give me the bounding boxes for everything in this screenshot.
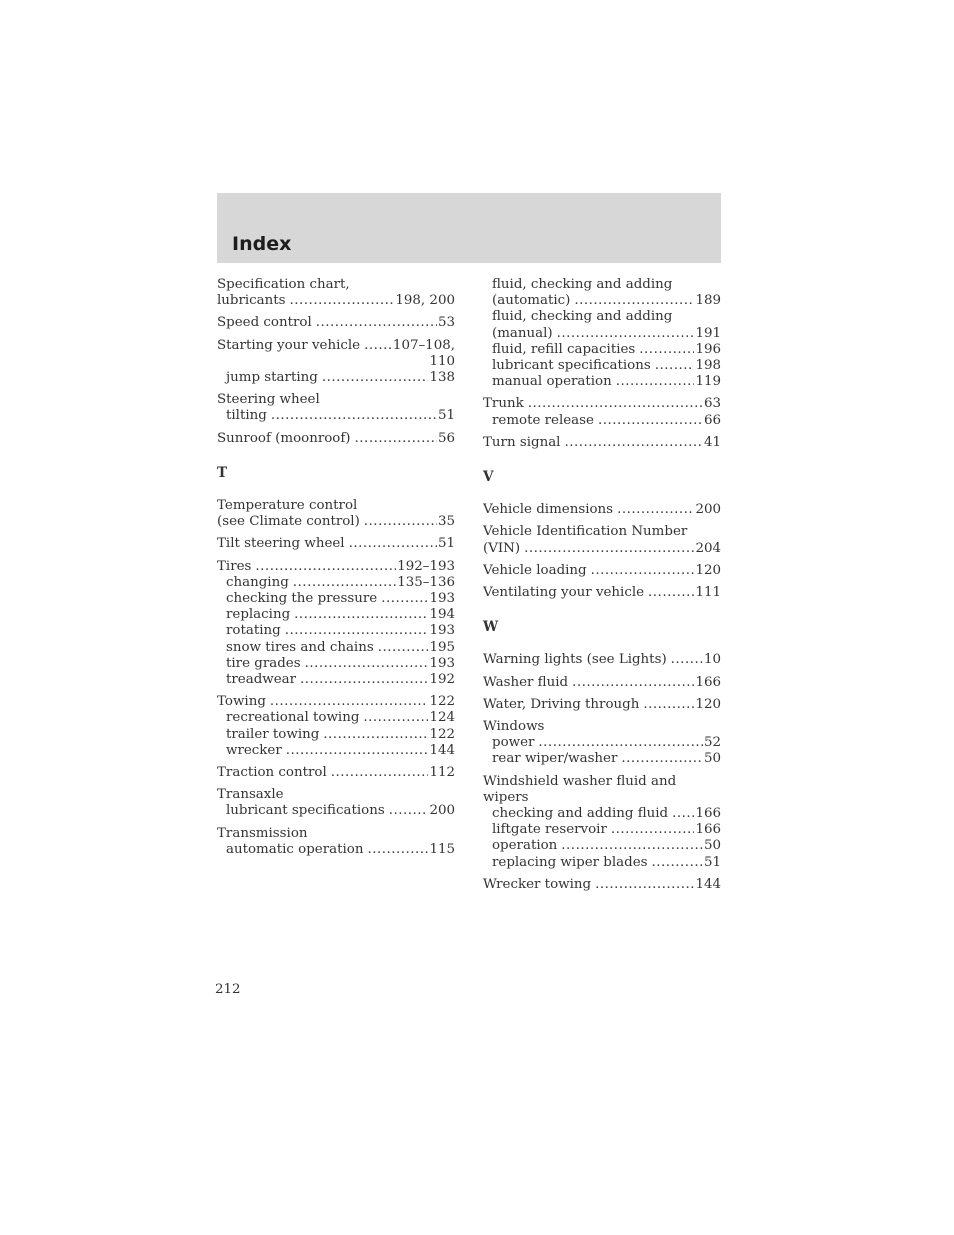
page-ref: 191: [695, 325, 721, 341]
dot-leader: [639, 342, 694, 358]
dot-leader: [270, 694, 429, 710]
index-subentry: [483, 309, 721, 325]
index-line: [217, 338, 455, 354]
entry-text: checking the pressure: [226, 591, 378, 607]
section-letter: T: [217, 464, 228, 481]
entry-text: tire grades: [226, 655, 301, 671]
page-ref: 35: [437, 514, 455, 530]
dot-leader: [672, 806, 694, 822]
index-line: [483, 524, 721, 540]
index-entry: [483, 719, 721, 768]
page-ref: 144: [429, 742, 455, 758]
page-ref: 198, 200: [395, 293, 455, 309]
dot-leader: [364, 338, 392, 354]
section-letter: V: [483, 469, 494, 486]
index-entry: [217, 498, 455, 530]
index-line: [483, 652, 721, 668]
page-ref: 51: [437, 536, 455, 552]
entry-text: Windshield washer fluid and: [483, 773, 677, 789]
entry-text: Ventilating your vehicle: [483, 585, 645, 601]
index-subentry: [217, 607, 455, 623]
page-ref: 193: [429, 655, 455, 671]
index-subentry: [217, 623, 455, 639]
index-subentry: [483, 751, 721, 767]
index-subentry: [217, 727, 455, 743]
page-ref: 124: [429, 710, 455, 726]
entry-text: lubricants: [217, 293, 286, 309]
page-ref: 115: [429, 841, 455, 857]
index-line: [217, 536, 455, 552]
index-subentry: [217, 672, 455, 688]
page-ref: 192: [429, 672, 455, 688]
entry-text: treadwear: [226, 672, 297, 688]
entry-text: Vehicle Identification Number: [483, 524, 688, 540]
page-ref: 51: [437, 408, 455, 424]
entry-text: Turn signal: [483, 434, 561, 450]
dot-leader: [643, 697, 694, 713]
entry-text: operation: [492, 838, 558, 854]
page-ref: 119: [695, 374, 721, 390]
index-subentry: [217, 591, 455, 607]
entry-text: (automatic): [492, 293, 571, 309]
entry-text: replacing wiper blades: [492, 854, 648, 870]
index-entry: [483, 675, 721, 691]
dot-leader: [305, 656, 429, 672]
index-entry: [483, 435, 721, 451]
dot-leader: [648, 585, 694, 601]
dot-leader: [617, 502, 694, 518]
page-ref: 195: [429, 639, 455, 655]
dot-leader: [331, 765, 429, 781]
dot-leader: [564, 435, 702, 451]
entry-text: automatic operation: [226, 841, 364, 857]
page-ref: 189: [695, 293, 721, 309]
index-line: [217, 354, 455, 370]
dot-leader: [528, 396, 703, 412]
entry-text: fluid, checking and adding: [492, 277, 673, 292]
index-subentry: [483, 413, 721, 429]
entry-text: Traction control: [217, 765, 327, 781]
index-subentry: [483, 342, 721, 358]
page-number: 212: [215, 982, 241, 997]
entry-text: wipers: [483, 789, 529, 805]
entry-text: jump starting: [226, 370, 318, 386]
entry-text: recreational towing: [226, 710, 360, 726]
index-entry: [217, 765, 455, 781]
index-line: [483, 541, 721, 557]
dot-leader: [611, 822, 695, 838]
page-ref: 166: [695, 822, 721, 838]
entry-text: Wrecker towing: [483, 876, 592, 892]
entry-text: Steering wheel: [217, 392, 320, 408]
index-line: [217, 498, 455, 514]
entry-text: Specification chart,: [217, 277, 350, 292]
dot-leader: [671, 652, 703, 668]
index-entry: [217, 431, 455, 447]
index-subentry: [483, 855, 721, 871]
entry-text: Transmission: [217, 825, 308, 841]
index-subentry: [217, 803, 455, 819]
page-ref: 200: [695, 502, 721, 518]
entry-text: replacing: [226, 607, 291, 623]
index-entry: [217, 787, 455, 819]
page-ref: 135–136: [397, 574, 455, 590]
index-entry: [217, 392, 455, 424]
page-ref: 41: [703, 434, 721, 450]
entry-text: changing: [226, 574, 289, 590]
dot-leader: [300, 672, 428, 688]
dot-leader: [364, 514, 437, 530]
page-ref: 120: [695, 696, 721, 712]
page-ref: 52: [703, 735, 721, 751]
dot-leader: [293, 575, 396, 591]
page-ref: 50: [703, 751, 721, 767]
index-entry: [483, 502, 721, 518]
page-ref: 66: [703, 412, 721, 428]
dot-leader: [598, 413, 703, 429]
dot-leader: [367, 842, 428, 858]
entry-text: Starting your vehicle: [217, 337, 361, 353]
dot-leader: [389, 803, 429, 819]
index-entry: [217, 559, 455, 689]
entry-text: Vehicle dimensions: [483, 502, 614, 518]
page-ref: 192–193: [397, 558, 455, 574]
index-entry: [483, 774, 721, 871]
page-ref: 112: [429, 765, 455, 781]
entry-text: (VIN): [483, 540, 521, 556]
entry-text: Vehicle loading: [483, 562, 587, 578]
entry-text: checking and adding fluid: [492, 806, 669, 822]
page-ref: 166: [695, 806, 721, 822]
entry-text: rotating: [226, 623, 281, 639]
page-ref: 10: [703, 652, 721, 668]
index-line: [217, 765, 455, 781]
index-entry: [217, 826, 455, 858]
index-subentry: [217, 710, 455, 726]
entry-text: lubricant specifications: [226, 803, 385, 819]
page-title: Index: [232, 233, 292, 255]
index-subentry: [217, 640, 455, 656]
page-ref: 110: [429, 353, 455, 369]
page-ref: 50: [703, 838, 721, 854]
index-line: [483, 563, 721, 579]
index-column-left: [217, 277, 455, 864]
page-ref: 200: [429, 803, 455, 819]
index-subentry: [217, 743, 455, 759]
index-entry: [217, 315, 455, 331]
index-entry: [483, 585, 721, 601]
dot-leader: [652, 855, 703, 871]
dot-leader: [655, 358, 695, 374]
index-line: [217, 559, 455, 575]
index-entry: [217, 277, 455, 309]
dot-leader: [538, 735, 703, 751]
index-subentry: [483, 806, 721, 822]
entry-text: Transaxle: [217, 787, 284, 803]
page-ref: 111: [695, 585, 721, 601]
entry-text: (manual): [492, 325, 553, 341]
header-band: [217, 193, 721, 263]
index-subentry: [217, 575, 455, 591]
page-ref: 122: [429, 726, 455, 742]
index-entry: [483, 524, 721, 556]
entry-text: fluid, checking and adding: [492, 309, 673, 325]
entry-text: fluid, refill capacities: [492, 341, 636, 357]
index-entry: [217, 694, 455, 759]
dot-leader: [286, 743, 429, 759]
dot-leader: [255, 559, 396, 575]
index-subentry: [483, 374, 721, 390]
index-entry: [483, 652, 721, 668]
dot-leader: [316, 315, 437, 331]
dot-leader: [621, 751, 703, 767]
index-line: [217, 514, 455, 530]
entry-text: manual operation: [492, 374, 612, 390]
dot-leader: [616, 374, 695, 390]
index-subentry: [483, 735, 721, 751]
dot-leader: [355, 431, 437, 447]
page-ref: 56: [437, 430, 455, 446]
index-line: [217, 315, 455, 331]
entry-text: (see Climate control): [217, 514, 360, 530]
index-subentry: [483, 293, 721, 309]
entry-text: Tires: [217, 558, 252, 574]
entry-text: Sunroof (moonroof): [217, 430, 351, 446]
dot-leader: [574, 293, 694, 309]
entry-text: remote release: [492, 412, 594, 428]
index-entry: [483, 697, 721, 713]
dot-leader: [290, 293, 395, 309]
dot-leader: [595, 877, 694, 893]
index-subentry: [483, 838, 721, 854]
index-entry: [483, 396, 721, 428]
index-subentry: [483, 326, 721, 342]
index-entry: [483, 277, 721, 390]
entry-text: Trunk: [483, 396, 524, 412]
entry-text: lubricant specifications: [492, 358, 651, 374]
index-entry: [217, 536, 455, 552]
entry-text: Temperature control: [217, 498, 358, 514]
dot-leader: [322, 370, 429, 386]
page-ref: 144: [695, 876, 721, 892]
dot-leader: [591, 563, 695, 579]
index-line: [217, 392, 455, 408]
index-line: [483, 435, 721, 451]
index-line: [483, 396, 721, 412]
index-line: [483, 585, 721, 601]
dot-leader: [323, 727, 428, 743]
page-ref: 204: [695, 540, 721, 556]
index-line: [217, 277, 455, 293]
index-entry: [483, 877, 721, 893]
page-ref: 63: [703, 396, 721, 412]
index-line: [483, 697, 721, 713]
index-line: [483, 675, 721, 691]
index-line: [217, 694, 455, 710]
dot-leader: [285, 623, 429, 639]
page-ref: 53: [437, 315, 455, 331]
entry-text: power: [492, 735, 535, 751]
entry-text: Windows: [483, 719, 545, 735]
dot-leader: [381, 591, 428, 607]
entry-text: Water, Driving through: [483, 696, 640, 712]
index-subentry: [217, 370, 455, 386]
index-subentry: [483, 358, 721, 374]
entry-text: Warning lights (see Lights): [483, 652, 667, 668]
dot-leader: [572, 675, 694, 691]
page-ref: 194: [429, 607, 455, 623]
index-line: [217, 431, 455, 447]
entry-text: wrecker: [226, 742, 282, 758]
dot-leader: [561, 838, 703, 854]
dot-leader: [524, 541, 694, 557]
page-ref: 166: [695, 674, 721, 690]
page-ref: 122: [429, 694, 455, 710]
entry-text: snow tires and chains: [226, 639, 374, 655]
index-subentry: [217, 656, 455, 672]
page-ref: 193: [429, 591, 455, 607]
entry-text: Towing: [217, 694, 266, 710]
dot-leader: [271, 408, 437, 424]
entry-text: rear wiper/washer: [492, 751, 618, 767]
page-ref: 138: [429, 370, 455, 386]
entry-text: Tilt steering wheel: [217, 536, 345, 552]
entry-text: liftgate reservoir: [492, 822, 607, 838]
dot-leader: [349, 536, 437, 552]
index-line: [217, 787, 455, 803]
index-line: [483, 877, 721, 893]
index-subentry: [217, 408, 455, 424]
index-line: [483, 502, 721, 518]
section-letter: W: [483, 619, 499, 636]
index-subentry: [483, 277, 721, 293]
index-line: [483, 790, 721, 806]
page-ref: 107–108,: [392, 337, 455, 353]
page-ref: 51: [703, 854, 721, 870]
entry-text: Washer fluid: [483, 674, 569, 690]
index-line: [483, 719, 721, 735]
index-subentry: [217, 842, 455, 858]
index-subentry: [483, 822, 721, 838]
entry-text: trailer towing: [226, 726, 320, 742]
dot-leader: [557, 326, 695, 342]
index-column-right: [483, 277, 721, 899]
index-entry: [483, 563, 721, 579]
dot-leader: [378, 640, 429, 656]
page-ref: 193: [429, 623, 455, 639]
index-line: [217, 826, 455, 842]
entry-text: tilting: [226, 408, 267, 424]
dot-leader: [363, 710, 428, 726]
page-ref: 120: [695, 562, 721, 578]
dot-leader: [294, 607, 428, 623]
index-line: [483, 774, 721, 790]
page-ref: 196: [695, 341, 721, 357]
entry-text: Speed control: [217, 315, 312, 331]
page-ref: 198: [695, 358, 721, 374]
index-line: [217, 293, 455, 309]
index-entry: [217, 338, 455, 387]
